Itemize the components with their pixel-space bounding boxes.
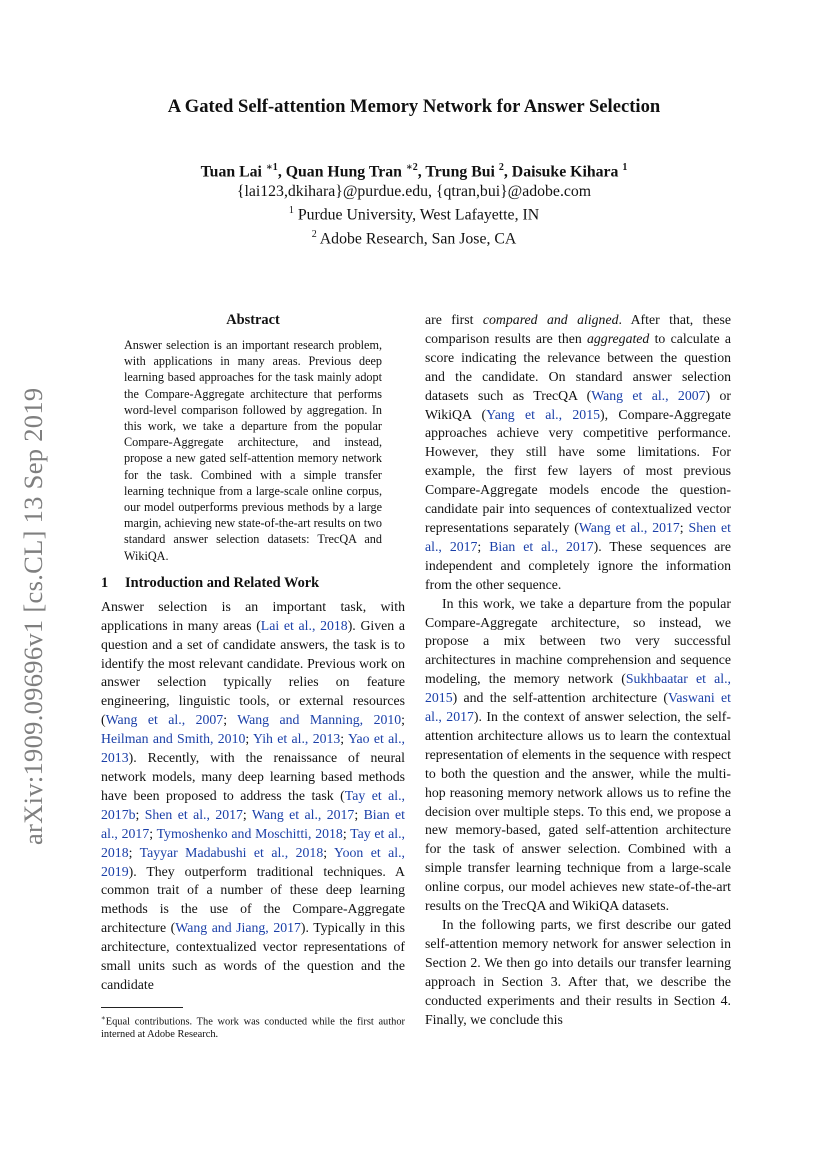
author-sup: ∗2 xyxy=(405,162,418,173)
footnote-text: Equal contributions. The work was conducted while the first author interned at Adobe Research. xyxy=(101,1016,405,1041)
citation-link[interactable]: Wang et al., 2007 xyxy=(105,712,224,728)
author-sup: ∗1 xyxy=(265,162,278,173)
body-text: ; xyxy=(128,844,140,860)
citation-link[interactable]: Bian et al., 2017 xyxy=(101,806,405,841)
proposal-paragraph xyxy=(425,595,731,916)
citation-link[interactable]: Lai et al., 2018 xyxy=(260,617,348,633)
citation-link[interactable]: Vaswani et al., 2017 xyxy=(425,690,731,725)
emphasis-text: aggregated xyxy=(587,330,650,346)
body-text: ; xyxy=(223,712,238,728)
citation-link[interactable]: Tay et al., 2017b xyxy=(101,787,405,822)
citation-link[interactable]: Wang et al., 2007 xyxy=(591,387,706,403)
affiliation-sup: 1 xyxy=(288,205,294,217)
body-text: ; xyxy=(135,806,145,822)
paper-title: A Gated Self-attention Memory Network for Answer Selection xyxy=(167,96,661,117)
author-sup: 1 xyxy=(622,162,628,173)
affiliation xyxy=(0,225,828,249)
body-text: are first xyxy=(425,312,483,327)
continued-paragraph xyxy=(425,311,731,595)
body-text: ; xyxy=(342,825,351,841)
body-text: ) and the self-attention architecture ( xyxy=(452,690,668,706)
affiliation-text: Adobe Research, San Jose, CA xyxy=(319,230,517,248)
affiliation-text: Purdue University, West Lafayette, IN xyxy=(297,206,540,224)
body-text: ; xyxy=(245,731,254,747)
section-title: Introduction and Related Work xyxy=(125,574,320,591)
body-text: ). In the context of answer selection, the self-attention architecture allows us to learn the contextual representation of elements in the sequence with respect to both the question and the answer, while the multi-hop reasoning memory network allows us to refine the decision over multiple steps. To this end, we propose a new memory-based, gated self-attention architecture for the task of answer selection. Combined with a simple transfer learning technique from a large-scale online corpus, our model achieves new state-of-the-art results on the TrecQA and WikiQA datasets. xyxy=(425,709,731,914)
body-text: ). Typically in this architecture, contextualized vector representations of small units such as words of the question and the candidate xyxy=(101,920,405,992)
body-text: . After that, these comparison results are then xyxy=(425,312,732,346)
citation-link[interactable]: Wang et al., 2017 xyxy=(251,806,355,822)
emphasis-text: compared and aligned xyxy=(482,312,619,327)
author-sup: 2 xyxy=(498,162,504,173)
footnote xyxy=(101,1012,405,1041)
affiliation-sup: 2 xyxy=(311,229,317,241)
body-text: ). They outperform traditional techniques. A common trait of a number of these deep learning methods is the use of the Compare-Aggregate architecture ( xyxy=(101,863,405,936)
citation-link[interactable]: Shen et al., 2017 xyxy=(144,806,243,822)
abstract-heading: Abstract xyxy=(226,312,280,328)
body-text: ; xyxy=(401,712,406,728)
citation-link[interactable]: Tayyar Madabushi et al., 2018 xyxy=(139,844,324,860)
author-name: Trung Bui xyxy=(425,163,495,181)
footnote-mark: ∗ xyxy=(101,1013,106,1022)
author-emails: {lai123,dkihara}@purdue.edu, {qtran,bui}@adobe.com xyxy=(236,182,592,200)
affiliation xyxy=(0,201,828,225)
arxiv-identifier: arXiv:1909.09696v1 [cs.CL] 13 Sep 2019 xyxy=(18,387,48,845)
author-name: Quan Hung Tran xyxy=(285,163,402,181)
abstract-text: Answer selection is an important research problem, with applications in many areas. Previous deep learning based approaches for the task mainly adopt the Compare-Aggregate architecture that performs word-level comparison followed by aggregation. In this work, we take a departure from the popular Compare-Aggregate architecture, and instead, propose a new gated self-attention memory network for the task. Combined with a simple transfer learning technique from a large-scale online corpus, our model outperforms previous methods by a large margin, achieving new state-of-the-art results on two standard answer selection datasets: TrecQA and WikiQA. xyxy=(124,338,383,563)
citation-link[interactable]: Wang et al., 2017 xyxy=(578,519,680,535)
body-text: ; xyxy=(323,844,334,860)
author-name: Tuan Lai xyxy=(200,163,262,181)
citation-link[interactable]: Tymoshenko and Moschitti, 2018 xyxy=(156,825,343,841)
citation-link[interactable]: Yao et al., 2013 xyxy=(101,731,405,766)
citation-link[interactable]: Shen et al., 2017 xyxy=(425,519,731,554)
body-text: In the following parts, we first describe our gated self-attention memory network for answer selection in Section 2. We then go into details our transfer learning approach in Section 3. After that, we describe the conducted experiments and their results in Section 4. Finally, we conclude this xyxy=(425,917,731,1027)
body-text: ). These sequences are independent and completely ignore the information from the other sequence. xyxy=(425,538,731,592)
left-column xyxy=(101,311,405,1041)
author-block xyxy=(0,158,828,249)
right-column xyxy=(425,311,731,1029)
outline-paragraph xyxy=(425,916,731,1029)
body-text: ; xyxy=(242,806,252,822)
citation-link[interactable]: Yih et al., 2013 xyxy=(253,731,341,747)
body-text: ). Recently, with the renaissance of neural network models, many deep learning based methods have been proposed to address the task ( xyxy=(101,750,405,803)
citation-link[interactable]: Bian et al., 2017 xyxy=(489,538,594,554)
body-text: ; xyxy=(149,825,157,841)
body-text: ; xyxy=(679,519,689,535)
citation-link[interactable]: Tay et al., 2018 xyxy=(101,825,405,860)
body-text: to calculate a score indicating the relevance between the question and the candidate. On standard answer selection datasets such as TrecQA ( xyxy=(425,330,731,403)
body-text: ; xyxy=(354,806,364,822)
citation-link[interactable]: Sukhbaatar et al., 2015 xyxy=(425,671,731,706)
body-text: ). Given a question and a set of candidate answers, the task is to identify the most relevant candidate. Previous work on answer selection typically relies on feature engineering, linguistic tools, or external resources ( xyxy=(101,617,405,728)
citation-link[interactable]: Wang and Jiang, 2017 xyxy=(175,920,301,936)
citation-link[interactable]: Heilman and Smith, 2010 xyxy=(101,731,246,747)
body-text: Answer selection is an important task, with applications in many areas ( xyxy=(101,598,405,633)
citation-link[interactable]: Wang and Manning, 2010 xyxy=(237,712,402,728)
author-names: Tuan Lai $^{∗1}$, Quan Hung Tran $^{∗2}$, Trung Bui $^2$, Daisuke Kihara $^1$ xyxy=(200,162,628,181)
body-text: ) or WikiQA ( xyxy=(425,387,731,422)
section-heading xyxy=(101,574,405,592)
body-text: ; xyxy=(340,731,348,747)
citation-link[interactable]: Yang et al., 2015 xyxy=(486,406,600,422)
section-number: 1 xyxy=(101,574,109,591)
author-name: Daisuke Kihara xyxy=(511,163,619,181)
body-text: ), Compare-Aggregate approaches achieve very competitive performance. However, they still have some limitations. For example, the first few layers of most previous Compare-Aggregate models encode the question-candidate pair into sequences of contextualized vector representations separately ( xyxy=(425,406,731,535)
citation-link[interactable]: Yoon et al., 2019 xyxy=(101,844,405,879)
footnote-rule xyxy=(101,1007,183,1008)
body-text: ; xyxy=(477,538,490,554)
body-text: In this work, we take a departure from the popular Compare-Aggregate architecture, so instead, we propose a mix between two very successful architectures in machine comprehension and sequence modeling, the memory network ( xyxy=(425,595,731,687)
intro-paragraph xyxy=(101,598,405,995)
